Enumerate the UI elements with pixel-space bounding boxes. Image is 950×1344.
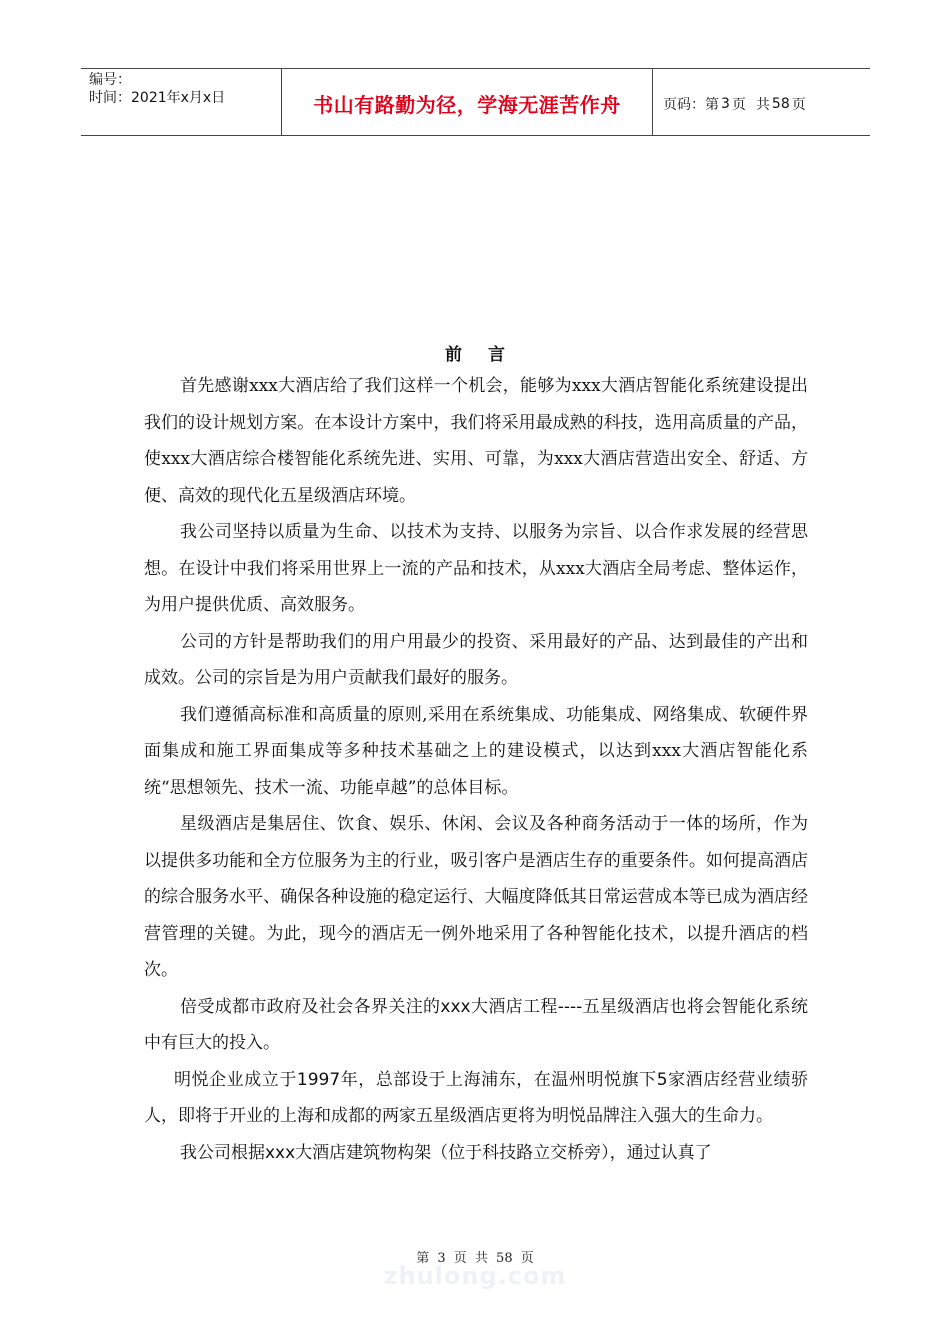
header-meta: [81, 69, 282, 135]
paragraph: 首先感谢xxx大酒店给了我们这样一个机会，能够为xxx大酒店智能化系统建设提出我们的设计规划方案。在本设计方案中，我们将采用最成熟的科技，选用高质量的产品，使xxx大酒店综合楼智能化系统先进、实用、可靠，为xxx大酒店营造出安全、舒适、方便、高效的现代化五星级酒店环境。: [144, 376, 808, 506]
document-date-label: 时间：2021年x月x日: [89, 90, 226, 106]
header-motto-cell: [282, 69, 653, 135]
paragraph: 公司的方针是帮助我们的用户用最少的投资、采用最好的产品、达到最佳的产出和成效。公司的宗旨是为用户贡献我们最好的服务。: [144, 631, 808, 688]
page-end-label: 页: [791, 96, 806, 113]
header-page-info: [653, 69, 870, 135]
paragraph: 明悦企业成立于1997年，总部设于上海浦东，在温州明悦旗下5家酒店经营业绩骄人，即将于开业的上海和成都的两家五星级酒店更将为明悦品牌注入强大的生命力。: [144, 1069, 808, 1126]
page-current: 3: [721, 95, 730, 112]
page-footer: 第 3 页 共 58 页: [416, 1251, 534, 1266]
header-motto: 书山有路勤为径，学海无涯苦作舟: [313, 93, 621, 117]
document-title: 前言: [445, 345, 531, 365]
paragraph: 我们遵循高标准和高质量的原则,采用在系统集成、功能集成、网络集成、软硬件界面集成和施工界面集成等多种技术基础之上的建设模式，以达到xxx大酒店智能化系统“思想领先、技术一流、功能卓越”的总体目标。: [144, 704, 808, 798]
page-total: 58: [771, 95, 790, 112]
document-number-label: 编号：: [89, 72, 131, 88]
paragraph: 我公司坚持以质量为生命、以技术为支持、以服务为宗旨、以合作求发展的经营思想。在设计中我们将采用世界上一流的产品和技术，从xxx大酒店全局考虑、整体运作，为用户提供优质、高效服务。: [144, 522, 808, 615]
paragraph: 星级酒店是集居住、饮食、娱乐、休闲、会议及各种商务活动于一体的场所，作为以提供多功能和全方位服务为主的行业，吸引客户是酒店生存的重要条件。如何提高酒店的综合服务水平、确保各种设施的稳定运行、大幅度降低其日常运营成本等已成为酒店经营管理的关键。为此，现今的酒店无一例外地采用了各种智能化技术，以提升酒店的档次。: [144, 814, 808, 980]
document-body: [144, 368, 808, 1171]
watermark: zhulong.com: [383, 1262, 567, 1290]
page-label: 页码：第: [663, 96, 719, 113]
page-header: [81, 68, 870, 136]
page-total-label: 共: [755, 96, 770, 113]
page-mid-label: 页: [731, 96, 746, 113]
paragraph: 倍受成都市政府及社会各界关注的xxx大酒店工程----五星级酒店也将会智能化系统中有巨大的投入。: [144, 996, 808, 1053]
paragraph: 我公司根据xxx大酒店建筑物构架（位于科技路立交桥旁），通过认真了: [180, 1142, 712, 1163]
